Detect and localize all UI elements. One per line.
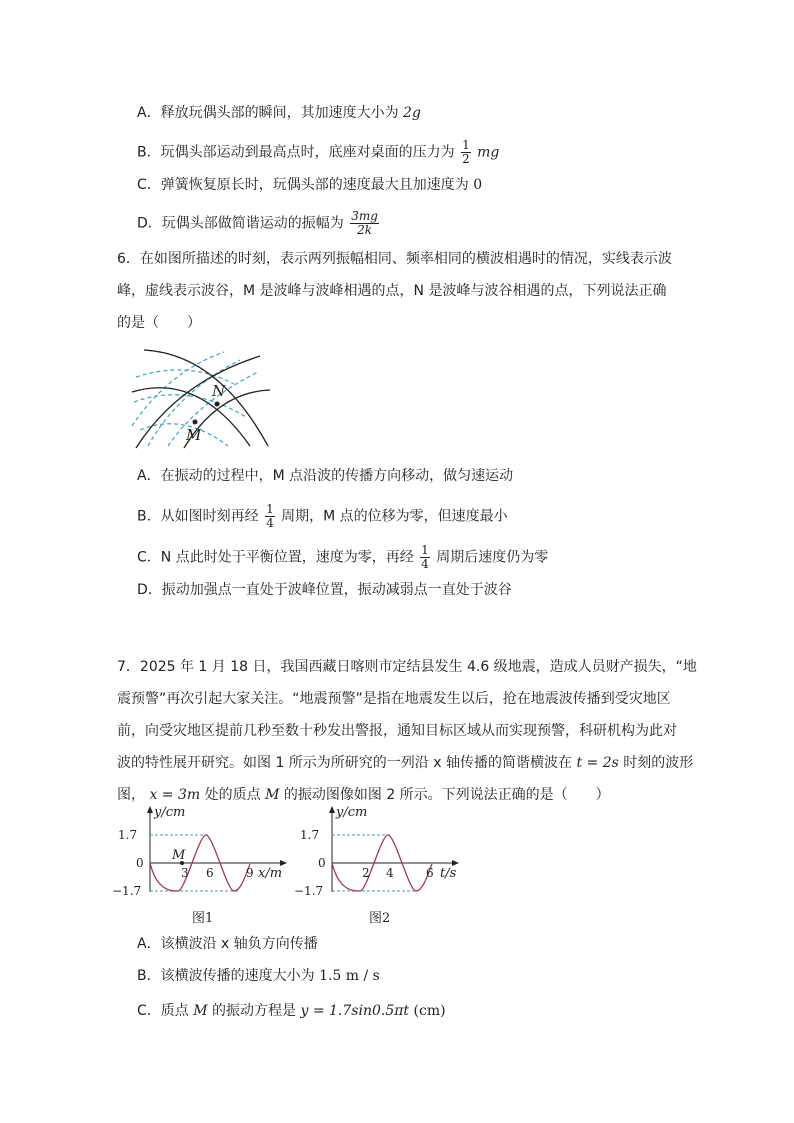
q6-option-a: A．在振动的过程中，M 点沿波的传播方向移动，做匀速运动 — [137, 468, 514, 484]
label-n: N — [212, 382, 226, 400]
svg-text:−1.7: −1.7 — [112, 884, 142, 898]
q7-stem-line: 图， x = 3m 处的质点 M 的振动图像如图 2 所示。下列说法正确的是（ ） — [117, 787, 610, 803]
fraction: $\frac{1}{4}$ — [421, 543, 429, 571]
q6-stem-line: 峰，虚线表示波谷，M 是波峰与波峰相遇的点，N 是波峰与波谷相遇的点，下列说法正确 — [117, 283, 667, 299]
svg-text:x/m: x/m — [258, 866, 283, 881]
svg-text:9: 9 — [246, 866, 254, 880]
svg-text:3: 3 — [181, 866, 189, 880]
q5-option-a-math: 2g — [403, 105, 421, 121]
svg-text:y/cm: y/cm — [154, 805, 186, 820]
q6-option-b: B．从如图时刻再经 $\frac{1}{4}$ 周期，M 点的位移为零，但速度最小 — [137, 502, 508, 530]
svg-text:6: 6 — [426, 866, 434, 880]
svg-text:t/s: t/s — [440, 866, 457, 881]
svg-text:0: 0 — [318, 856, 326, 870]
svg-text:−1.7: −1.7 — [294, 884, 324, 898]
svg-text:4: 4 — [386, 866, 394, 880]
q6-option-c: C．N 点此时处于平衡位置，速度为零，再经 $\frac{1}{4}$ 周期后速度仍为零 — [137, 543, 549, 571]
svg-text:0: 0 — [136, 856, 144, 870]
q5-option-b: B．玩偶头部运动到最高点时，底座对桌面的压力为 $\frac{1}{2}$ mg — [137, 138, 500, 166]
q6-stem-line: 的是（ ） — [117, 315, 201, 331]
q7-stem-line: 前，向受灾地区提前几秒至数十秒发出警报，通知目标区域从而实现预警，科研机构为此对 — [117, 723, 677, 739]
fraction: $\frac{1}{2}$ — [462, 138, 470, 166]
figure-1-caption: 图1 — [192, 911, 214, 926]
q7-option-a: A．该横波沿 x 轴负方向传播 — [137, 936, 318, 952]
fraction: $\frac{3mg}{2k}$ — [351, 209, 378, 237]
svg-text:1.7: 1.7 — [118, 828, 138, 842]
q6-option-d: D．振动加强点一直处于波峰位置，振动减弱点一直处于波谷 — [137, 582, 512, 598]
point-m — [193, 420, 198, 425]
wave-interference-figure — [128, 342, 276, 448]
q5-option-c: C．弹簧恢复原长时，玩偶头部的速度最大且加速度为 0 — [137, 177, 483, 193]
q7-option-b: B．该横波传播的速度大小为 1.5 m / s — [137, 968, 380, 984]
label-m: M — [186, 426, 202, 444]
q7-stem-line: 震预警”再次引起大家关注。“地震预警”是指在地震发生以后，抢在地震波传播到受灾地区 — [117, 691, 671, 707]
q7-stem-line: 波的特性展开研究。如图 1 所示为所研究的一列沿 x 轴传播的简谐横波在 t = 2s 时刻的波形 — [117, 755, 694, 771]
svg-text:2: 2 — [362, 866, 370, 880]
svg-text:1.7: 1.7 — [300, 828, 320, 842]
svg-text:M: M — [172, 848, 186, 863]
figure-1-wave-graph — [112, 804, 292, 930]
figure-2-caption: 图2 — [369, 911, 391, 926]
q5-option-a: A．释放玩偶头部的瞬间，其加速度大小为 2g — [137, 105, 421, 121]
q7-option-c: C．质点 M 的振动方程是 y = 1.7sin0.5πt (cm) — [137, 1003, 446, 1019]
svg-text:y/cm: y/cm — [336, 805, 368, 820]
point-n — [215, 402, 220, 407]
figure-2-vibration-graph — [294, 804, 470, 930]
q5-option-d: D．玩偶头部做简谐运动的振幅为 $\frac{3mg}{2k}$ — [137, 209, 378, 237]
fraction: $\frac{1}{4}$ — [266, 502, 274, 530]
q6-stem-line: 6．在如图所描述的时刻，表示两列振幅相同、频率相同的横波相遇时的情况，实线表示波 — [117, 251, 672, 267]
svg-text:6: 6 — [206, 866, 214, 880]
q7-stem-line: 7．2025 年 1 月 18 日，我国西藏日喀则市定结县发生 4.6 级地震，造成人员财产损失，“地 — [117, 659, 697, 675]
